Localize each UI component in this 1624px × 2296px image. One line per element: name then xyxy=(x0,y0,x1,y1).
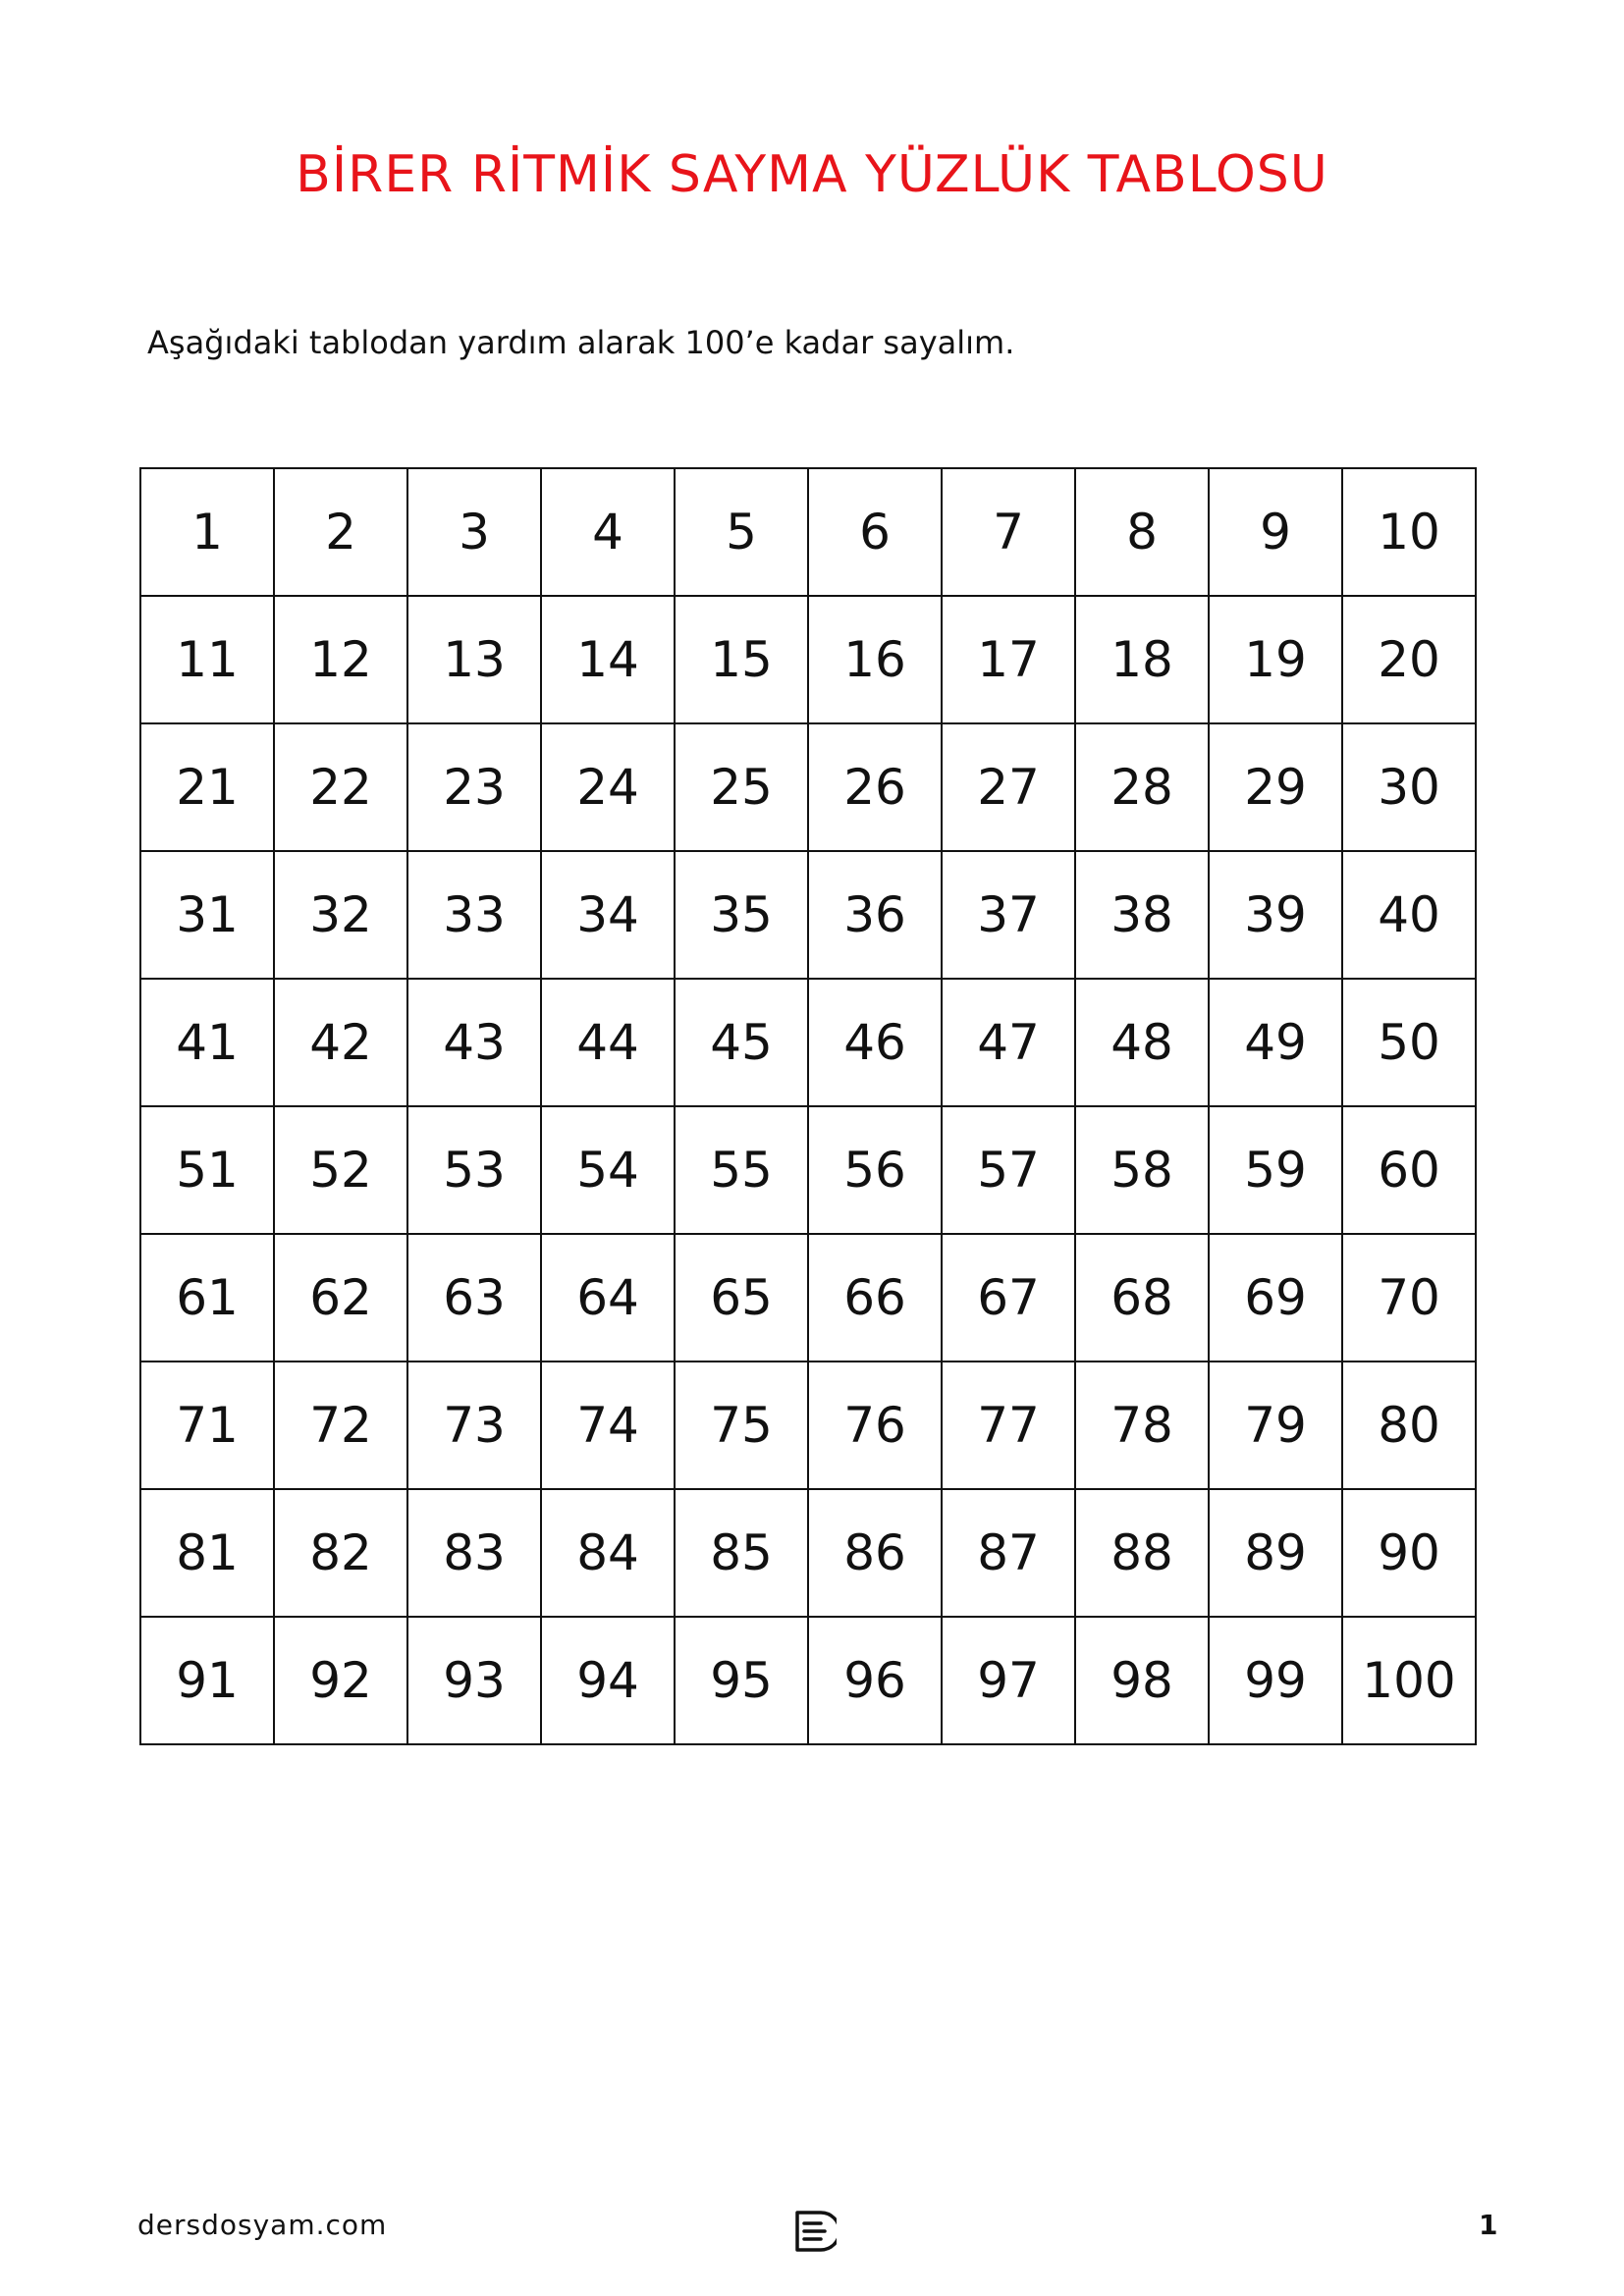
table-cell: 71 xyxy=(140,1362,274,1489)
table-cell: 4 xyxy=(541,468,675,596)
table-cell: 87 xyxy=(942,1489,1075,1617)
table-cell: 79 xyxy=(1209,1362,1342,1489)
table-cell: 32 xyxy=(274,851,407,979)
table-cell: 90 xyxy=(1342,1489,1476,1617)
table-cell: 31 xyxy=(140,851,274,979)
table-cell: 51 xyxy=(140,1106,274,1234)
table-row xyxy=(140,851,1476,979)
table-cell: 68 xyxy=(1075,1234,1209,1362)
table-cell: 61 xyxy=(140,1234,274,1362)
table-cell: 49 xyxy=(1209,979,1342,1106)
table-cell: 6 xyxy=(808,468,942,596)
table-cell: 56 xyxy=(808,1106,942,1234)
table-cell: 57 xyxy=(942,1106,1075,1234)
table-cell: 76 xyxy=(808,1362,942,1489)
table-row xyxy=(140,1362,1476,1489)
table-cell: 22 xyxy=(274,723,407,851)
table-cell: 7 xyxy=(942,468,1075,596)
table-cell: 27 xyxy=(942,723,1075,851)
page-title: BİRER RİTMİK SAYMA YÜZLÜK TABLOSU xyxy=(296,145,1328,204)
table-row xyxy=(140,1489,1476,1617)
table-cell: 41 xyxy=(140,979,274,1106)
table-cell: 93 xyxy=(407,1617,541,1744)
table-cell: 17 xyxy=(942,596,1075,723)
table-row xyxy=(140,979,1476,1106)
table-cell: 84 xyxy=(541,1489,675,1617)
table-cell: 45 xyxy=(675,979,808,1106)
footer-website: dersdosyam.com xyxy=(137,2209,388,2241)
table-cell: 46 xyxy=(808,979,942,1106)
table-cell: 95 xyxy=(675,1617,808,1744)
table-cell: 30 xyxy=(1342,723,1476,851)
table-cell: 74 xyxy=(541,1362,675,1489)
table-cell: 8 xyxy=(1075,468,1209,596)
table-cell: 37 xyxy=(942,851,1075,979)
table-cell: 35 xyxy=(675,851,808,979)
table-cell: 12 xyxy=(274,596,407,723)
table-cell: 44 xyxy=(541,979,675,1106)
table-row xyxy=(140,723,1476,851)
table-row xyxy=(140,1234,1476,1362)
table-cell: 11 xyxy=(140,596,274,723)
table-cell: 86 xyxy=(808,1489,942,1617)
table-cell: 50 xyxy=(1342,979,1476,1106)
table-cell: 42 xyxy=(274,979,407,1106)
table-cell: 34 xyxy=(541,851,675,979)
table-cell: 99 xyxy=(1209,1617,1342,1744)
table-cell: 94 xyxy=(541,1617,675,1744)
table-cell: 66 xyxy=(808,1234,942,1362)
table-cell: 69 xyxy=(1209,1234,1342,1362)
table-cell: 40 xyxy=(1342,851,1476,979)
table-cell: 96 xyxy=(808,1617,942,1744)
table-row xyxy=(140,1106,1476,1234)
table-cell: 59 xyxy=(1209,1106,1342,1234)
table-cell: 65 xyxy=(675,1234,808,1362)
table-cell: 24 xyxy=(541,723,675,851)
table-cell: 33 xyxy=(407,851,541,979)
table-cell: 3 xyxy=(407,468,541,596)
table-cell: 72 xyxy=(274,1362,407,1489)
table-cell: 89 xyxy=(1209,1489,1342,1617)
table-cell: 20 xyxy=(1342,596,1476,723)
table-cell: 85 xyxy=(675,1489,808,1617)
table-cell: 39 xyxy=(1209,851,1342,979)
table-cell: 67 xyxy=(942,1234,1075,1362)
table-cell: 21 xyxy=(140,723,274,851)
table-cell: 14 xyxy=(541,596,675,723)
table-cell: 18 xyxy=(1075,596,1209,723)
table-cell: 78 xyxy=(1075,1362,1209,1489)
table-cell: 58 xyxy=(1075,1106,1209,1234)
page-number: 1 xyxy=(1479,2209,1498,2241)
instruction-text: Aşağıdaki tablodan yardım alarak 100’e kadar sayalım. xyxy=(147,324,1015,361)
table-cell: 100 xyxy=(1342,1617,1476,1744)
table-cell: 75 xyxy=(675,1362,808,1489)
table-cell: 62 xyxy=(274,1234,407,1362)
table-cell: 82 xyxy=(274,1489,407,1617)
table-cell: 88 xyxy=(1075,1489,1209,1617)
table-cell: 1 xyxy=(140,468,274,596)
table-cell: 91 xyxy=(140,1617,274,1744)
table-cell: 36 xyxy=(808,851,942,979)
document-lines-icon xyxy=(791,2209,837,2254)
table-cell: 29 xyxy=(1209,723,1342,851)
table-cell: 55 xyxy=(675,1106,808,1234)
table-cell: 64 xyxy=(541,1234,675,1362)
table-cell: 81 xyxy=(140,1489,274,1617)
table-cell: 26 xyxy=(808,723,942,851)
table-cell: 48 xyxy=(1075,979,1209,1106)
table-cell: 9 xyxy=(1209,468,1342,596)
table-cell: 47 xyxy=(942,979,1075,1106)
table-cell: 97 xyxy=(942,1617,1075,1744)
table-cell: 70 xyxy=(1342,1234,1476,1362)
table-cell: 77 xyxy=(942,1362,1075,1489)
table-cell: 43 xyxy=(407,979,541,1106)
table-cell: 28 xyxy=(1075,723,1209,851)
hundred-chart-table xyxy=(139,467,1477,1745)
table-cell: 53 xyxy=(407,1106,541,1234)
table-cell: 10 xyxy=(1342,468,1476,596)
table-cell: 63 xyxy=(407,1234,541,1362)
table-cell: 98 xyxy=(1075,1617,1209,1744)
table-cell: 83 xyxy=(407,1489,541,1617)
table-cell: 60 xyxy=(1342,1106,1476,1234)
table-row xyxy=(140,468,1476,596)
table-cell: 2 xyxy=(274,468,407,596)
table-cell: 13 xyxy=(407,596,541,723)
table-cell: 25 xyxy=(675,723,808,851)
table-cell: 23 xyxy=(407,723,541,851)
table-cell: 92 xyxy=(274,1617,407,1744)
table-cell: 52 xyxy=(274,1106,407,1234)
table-cell: 80 xyxy=(1342,1362,1476,1489)
table-cell: 16 xyxy=(808,596,942,723)
table-cell: 15 xyxy=(675,596,808,723)
table-row xyxy=(140,1617,1476,1744)
table-cell: 19 xyxy=(1209,596,1342,723)
table-cell: 54 xyxy=(541,1106,675,1234)
table-cell: 5 xyxy=(675,468,808,596)
table-cell: 38 xyxy=(1075,851,1209,979)
table-cell: 73 xyxy=(407,1362,541,1489)
table-row xyxy=(140,596,1476,723)
